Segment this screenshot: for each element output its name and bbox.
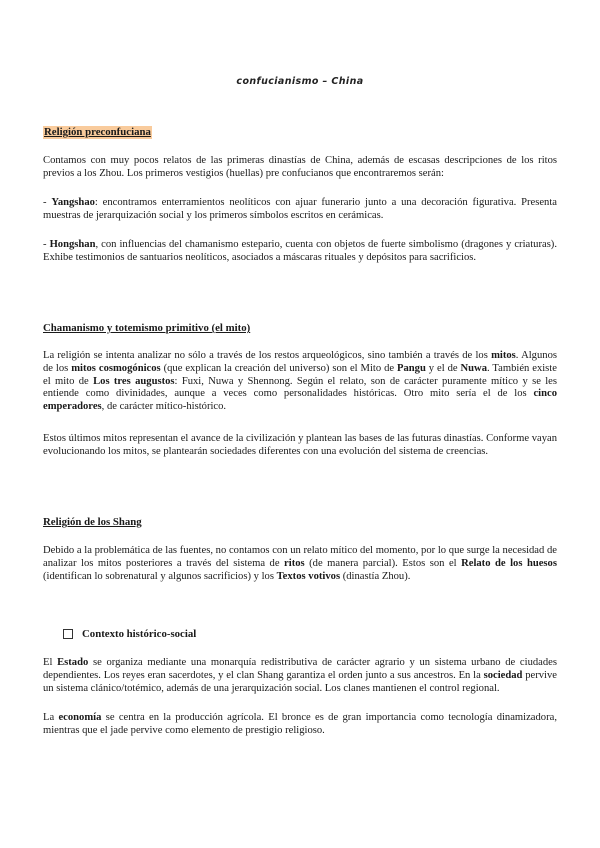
paragraph-estado [43,657,557,695]
term-estado: Estado [57,657,89,668]
bullet-dash: - [43,239,50,250]
paragraph-mitos [43,350,557,414]
intro-text: Contamos con muy pocos relatos de las primeras dinastías de China, además de escasas descripciones de los ritos previos a los Zhou. Los primeros vestigios (huellas) pre confucianos que encontraremos serán: [43,155,557,179]
text-run: y el de [425,362,461,374]
text-run: : Fuxi, Nuwa y Shennong. Según el relato, son de carácter puramente mítico y se les entiende como divinidades, aunque a veces como personalidades históricas. Otro mito sería el de los [43,375,557,400]
term-ritos: ritos [284,557,305,569]
paragraph-ultimos-mitos [43,433,557,459]
text-run: Estos últimos mitos representan el avance de la civilización y plantean las bases de las futuras dinastías. Conforme vayan evolucionando los mitos, se plantearán sociedades diferentes con una evolución del sistema de creencias. [43,433,557,457]
text-run: (dinastía Zhou). [340,570,411,582]
term-tres-augustos: Los tres augustos [93,375,175,387]
paragraph-yangshao [43,197,557,223]
term-relato-huesos: Relato de los huesos [461,557,557,569]
term-cinco-emperadores: cinco emperadores [43,388,557,413]
term-yangshao: Yangshao [51,197,95,208]
text-run: pervive un sistema clánico/totémico, además de una jerarquización social. Los clanes mantienen el control regional. [43,669,557,694]
text-run: . También existe el mito de [43,362,557,387]
term-nuwa: Nuwa [460,362,488,374]
subsection-contexto [63,628,196,641]
text-run: El [43,657,58,668]
text-run: La religión se intenta analizar no sólo a través de los restos arqueológicos, sino también a través de los [43,350,492,361]
term-mitos-cosmogonicos: mitos cosmogónicos [71,362,161,374]
checkbox-icon[interactable] [63,629,73,639]
paragraph-hongshan [43,239,557,265]
paragraph-intro [43,155,557,181]
text-run: (de manera parcial). Estos son el [304,557,462,569]
term-hongshan: Hongshan [49,239,96,250]
text-run: (identifican lo sobrenatural y algunos sacrificios) y los [43,570,277,582]
text-run: se centra en la producción agrícola. El bronce es de gran importancia como tecnología dinamizadora, mientras que el jade pervive como elemento de prestigio religioso. [43,712,557,736]
bullet-dash: - [43,197,52,208]
yangshao-text: : encontramos enterramientos neolíticos con ajuar funerario junto a una decoración figurativa. Presenta muestras de jerarquización social y los primeros símbolos escritos en cerámicas. [43,197,557,221]
paragraph-fuentes [43,545,557,583]
text-run: . Algunos de los [43,350,557,374]
document-title: confucianismo – China [236,76,364,87]
text-run: se organiza mediante una monarquía redistributiva de carácter agrario y un sistema urbano de ciudades dependientes. Los reyes eran sacerdotes, y el clan Shang garantiza el orden junto a sus ancestros. En la [43,657,557,681]
text-run: La [43,712,59,723]
term-mitos: mitos [491,350,516,361]
section-heading-religion-preconfuciana: Religión preconfuciana [44,126,151,138]
term-textos-votivos: Textos votivos [276,570,341,582]
term-pangu: Pangu [397,362,426,374]
subsection-heading: Contexto histórico-social [82,628,197,640]
text-run: , de carácter mítico-histórico. [101,401,227,413]
paragraph-economia [43,712,557,738]
term-sociedad: sociedad [483,669,523,681]
section-heading-chamanismo: Chamanismo y totemismo primitivo (el mito) [43,322,251,334]
hongshan-text: , con influencias del chamanismo estepario, cuenta con objetos de fuerte simbolismo (dragones y criaturas). Exhibe testimonios de santuarios neolíticos, asociados a máscaras rituales y depósitos para sacrificios. [43,239,557,263]
text-run: Debido a la problemática de las fuentes, no contamos con un relato mítico del momento, por lo que surge la necesidad de analizar los mitos posteriores a través del sistema de [43,545,557,569]
text-run: (que explican la creación del universo) son el Mito de [160,362,397,374]
section-heading-religion-shang: Religión de los Shang [43,516,142,528]
term-economia: economía [58,712,102,723]
